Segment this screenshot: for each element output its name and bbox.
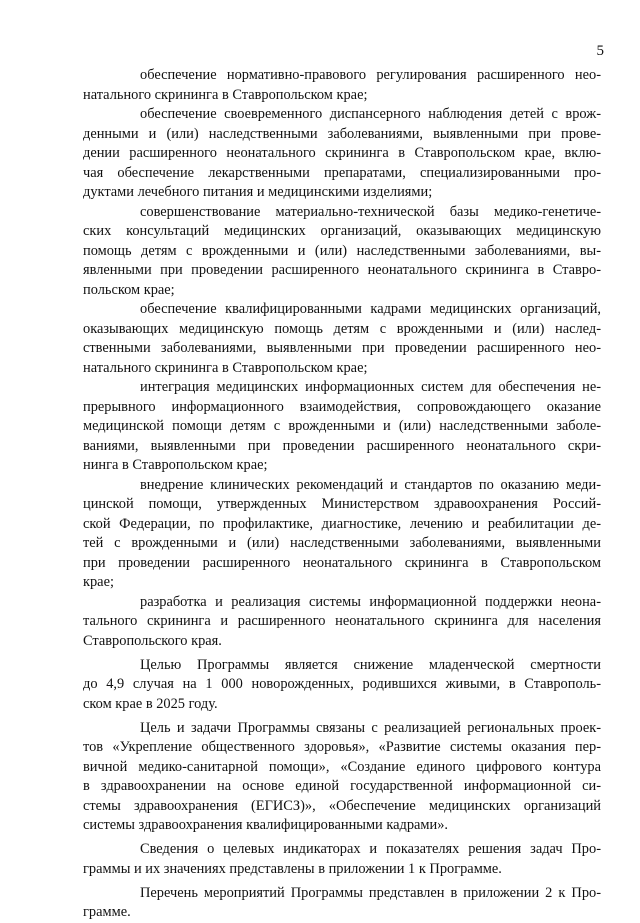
text-line: обеспечение нормативно-правового регулирования расширенного нео- bbox=[140, 67, 601, 83]
paragraph bbox=[83, 105, 601, 203]
text-line: ской Федерации, по профилактике, диагностике, лечению и реабилитации де- bbox=[83, 515, 601, 532]
text-line: тей с врожденными и (или) наследственными заболеваниями, выявленными bbox=[83, 535, 601, 551]
paragraph bbox=[83, 66, 601, 105]
paragraph bbox=[83, 884, 601, 923]
text-line: вичной медико-санитарной помощи», «Создание единого цифрового контура bbox=[83, 758, 601, 775]
text-line: дении расширенного неонатального скрининга в Ставропольском крае, вклю- bbox=[83, 145, 601, 161]
text-line: крае; bbox=[83, 574, 114, 590]
text-line: ском крае в 2025 году. bbox=[83, 695, 218, 712]
text-line: при проведении расширенного неонатального скрининга в Ставропольском bbox=[83, 554, 601, 571]
paragraph bbox=[83, 656, 601, 715]
text-line: чая обеспечение лекарственными препаратами, специализированными про- bbox=[83, 164, 601, 181]
text-line: польском крае; bbox=[83, 281, 175, 298]
paragraph bbox=[83, 203, 601, 301]
paragraph bbox=[83, 378, 601, 476]
text-line: Цель и задачи Программы связаны с реализацией региональных проек- bbox=[140, 719, 601, 736]
text-line: цинской помощи, утвержденных Министерством здравоохранения Россий- bbox=[83, 496, 601, 512]
text-line: интеграция медицинских информационных систем для обеспечения не- bbox=[140, 379, 601, 395]
text-line: ваниями, выявленными при проведении расширенного неонатального скри- bbox=[83, 437, 601, 454]
text-line: натального скрининга в Ставропольском крае; bbox=[83, 359, 368, 376]
text-line: Целью Программы является снижение младенческой смертности bbox=[140, 656, 601, 673]
text-line: до 4,9 случая на 1 000 новорожденных, родившихся живыми, в Ставрополь- bbox=[83, 676, 601, 692]
text-line: обеспечение квалифицированными кадрами медицинских организаций, bbox=[140, 301, 601, 317]
paragraph bbox=[83, 476, 601, 593]
text-line: в здравоохранении на основе единой государственной информационной си- bbox=[83, 778, 601, 794]
text-line: Ставропольского края. bbox=[83, 632, 222, 649]
text-line: обеспечение своевременного диспансерного наблюдения детей с врож- bbox=[140, 106, 601, 122]
text-line: грамме. bbox=[83, 904, 131, 920]
paragraph bbox=[83, 840, 601, 879]
text-line: тов «Укрепление общественного здоровья», «Развитие системы оказания пер- bbox=[83, 739, 601, 755]
page-number: 5 bbox=[596, 43, 604, 59]
text-line: явленными при проведении расширенного неонатального скрининга в Ставро- bbox=[83, 262, 601, 278]
text-line: Сведения о целевых индикаторах и показателях решения задач Про- bbox=[140, 841, 601, 857]
paragraph bbox=[83, 593, 601, 652]
text-line: Перечень мероприятий Программы представлен в приложении 2 к Про- bbox=[140, 884, 601, 901]
text-line: ственными заболеваниями, выявленными при проведении расширенного нео- bbox=[83, 340, 601, 356]
text-line: ских консультаций медицинских организаций, оказывающих медицинскую bbox=[83, 223, 601, 239]
text-line: оказывающих медицинскую помощь детям с врожденными и (или) наслед- bbox=[83, 320, 601, 337]
text-line: стемы здравоохранения (ЕГИСЗ)», «Обеспечение медицинских организаций bbox=[83, 797, 601, 814]
text-line: тального скрининга и расширенного неонатального скрининга для населения bbox=[83, 613, 601, 629]
paragraph bbox=[83, 719, 601, 836]
text-line: денными и (или) наследственными заболеваниями, выявленными при прове- bbox=[83, 125, 601, 142]
text-line: прерывного информационного взаимодействия, сопровождающего оказание bbox=[83, 398, 601, 415]
text-line: разработка и реализация системы информационной поддержки неона- bbox=[140, 593, 601, 610]
body-text bbox=[83, 66, 601, 923]
text-line: натального скрининга в Ставропольском крае; bbox=[83, 86, 368, 103]
text-line: дуктами лечебного питания и медицинскими изделиями; bbox=[83, 184, 433, 200]
paragraph bbox=[83, 300, 601, 378]
text-line: помощь детям с врожденными и (или) наследственными заболеваниями, вы- bbox=[83, 242, 601, 259]
text-line: нинга в Ставропольском крае; bbox=[83, 457, 268, 473]
text-line: системы здравоохранения квалифицированными кадрами». bbox=[83, 817, 449, 833]
text-line: внедрение клинических рекомендаций и стандартов по оказанию меди- bbox=[140, 476, 601, 493]
text-line: совершенствование материально-технической базы медико-генетиче- bbox=[140, 203, 601, 220]
text-line: граммы и их значениях представлены в приложении 1 к Программе. bbox=[83, 860, 502, 877]
text-line: медицинской помощи детям с врожденными и (или) наследственными заболе- bbox=[83, 418, 601, 434]
